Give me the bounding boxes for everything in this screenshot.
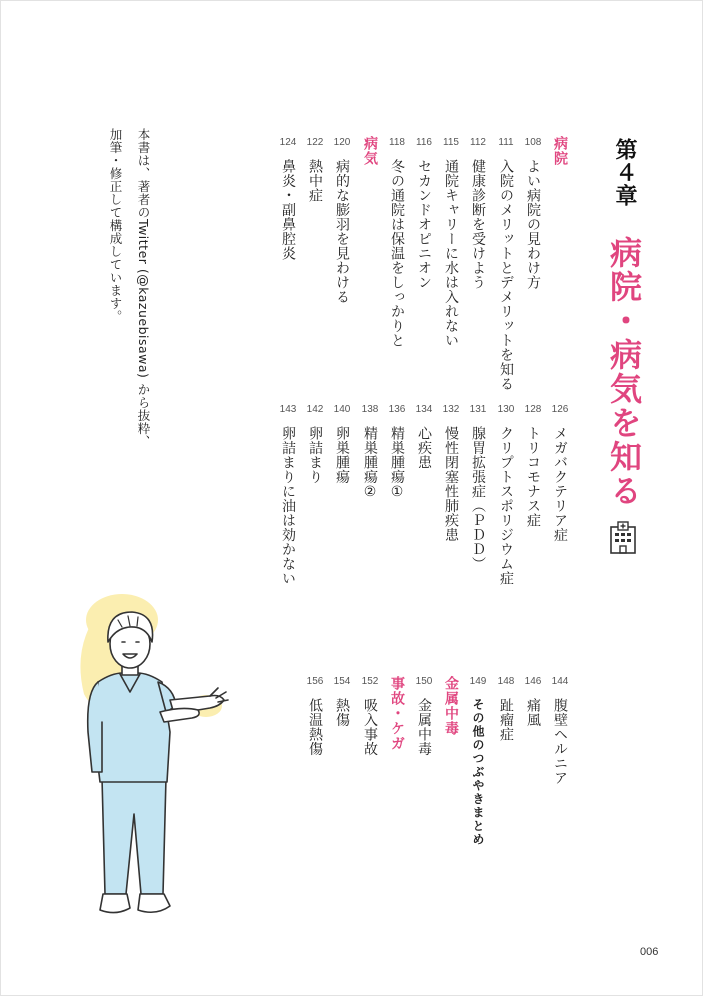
page-number-footer: 006 — [640, 946, 659, 958]
page-number: 148 — [497, 676, 515, 687]
entry-title: 通院キャリーに水は入れない — [443, 159, 459, 348]
page-number: 116 — [416, 137, 432, 148]
section-header-label: 事故・ケガ — [389, 676, 405, 751]
entry-title: 精巣腫瘍① — [389, 426, 405, 501]
entry-title: 鼻炎・副鼻腔炎 — [280, 159, 296, 261]
toc-entry — [439, 404, 463, 542]
entry-title: 入院のメリットとデメリットを知る — [498, 159, 514, 391]
entry-title: 精巣腫瘍② — [362, 426, 378, 501]
toc-entry — [466, 676, 490, 847]
toc-entry — [548, 404, 572, 542]
toc-entry — [276, 137, 300, 261]
toc-entry — [548, 676, 572, 785]
chapter-label: 第４章 — [612, 138, 637, 207]
toc-entry — [494, 676, 518, 742]
page-number: 149 — [469, 676, 487, 687]
page-number: 143 — [279, 404, 297, 415]
page-number: 111 — [498, 137, 514, 148]
toc-entry — [303, 137, 327, 203]
page-number: 118 — [389, 137, 405, 148]
entry-title: 腹壁ヘルニア — [552, 698, 568, 785]
toc-entry — [303, 676, 327, 756]
page-number: 144 — [551, 676, 569, 687]
toc-entry — [412, 404, 436, 470]
note-line-1: 本書は、著者のTwitter (@kazuebisawa) から抜粋、 — [136, 128, 151, 448]
entry-title: 熱傷 — [334, 698, 350, 727]
page-number: 150 — [415, 676, 433, 687]
entry-title: 病的な膨羽を見わける — [334, 159, 350, 304]
toc-entry — [303, 404, 327, 484]
toc-entry — [276, 404, 300, 586]
toc-entry — [385, 404, 409, 501]
entry-title: 慢性閉塞性肺疾患 — [443, 426, 459, 542]
page-number: 126 — [551, 404, 569, 415]
toc-entry — [330, 404, 354, 484]
toc-entry — [330, 137, 354, 304]
page-number: 140 — [333, 404, 351, 415]
page-number: 138 — [361, 404, 379, 415]
vet-illustration — [70, 582, 240, 922]
toc-entry — [466, 404, 490, 571]
section-header-accident — [385, 676, 409, 751]
page-number: 112 — [470, 137, 486, 148]
page-number: 120 — [333, 137, 351, 148]
chapter-title: 病院・病気を知る — [605, 236, 643, 508]
entry-title: よい病院の見わけ方 — [525, 159, 541, 290]
entry-title: 痛風 — [525, 698, 541, 727]
section-header-metal-poisoning — [439, 676, 463, 736]
entry-title: その他のつぶやきまとめ — [471, 698, 485, 847]
page-number: 132 — [442, 404, 460, 415]
page-number: 115 — [443, 137, 459, 148]
toc-entry — [439, 137, 463, 348]
page-number: 128 — [524, 404, 542, 415]
page-number: 154 — [333, 676, 351, 687]
entry-title: 心疾患 — [416, 426, 432, 470]
hospital-icon — [609, 521, 637, 555]
toc-entry — [494, 137, 518, 391]
toc-entry — [521, 404, 545, 528]
note-line-2: 加筆・修正して構成しています。 — [108, 128, 123, 323]
section-header-label: 病院 — [552, 136, 568, 166]
section-header-label: 病気 — [362, 136, 378, 166]
entry-title: 卵巣腫瘍 — [334, 426, 350, 484]
entry-title: クリプトスポリジウム症 — [498, 426, 514, 586]
page-number: 142 — [306, 404, 324, 415]
toc-entry — [330, 676, 354, 727]
entry-title: 趾瘤症 — [498, 698, 514, 742]
section-header-label: 金属中毒 — [443, 676, 459, 736]
toc-entry — [412, 676, 436, 756]
page-number: 130 — [497, 404, 515, 415]
entry-title: 卵詰まりに油は効かない — [280, 426, 296, 586]
page-number: 146 — [524, 676, 542, 687]
entry-title: 吸入事故 — [362, 698, 378, 756]
entry-title: 健康診断を受けよう — [470, 159, 486, 290]
page-number: 122 — [306, 137, 324, 148]
entry-title: メガバクテリア症 — [552, 426, 568, 542]
page-number: 108 — [524, 137, 542, 148]
section-header-illness — [358, 136, 382, 166]
page-number: 124 — [279, 137, 297, 148]
toc-entry — [521, 676, 545, 727]
entry-title: 腺胃拡張症（ＰＤＤ） — [470, 426, 486, 571]
entry-title: 冬の通院は保温をしっかりと — [389, 159, 405, 348]
page-number: 152 — [361, 676, 379, 687]
toc-entry — [358, 404, 382, 501]
section-header-hospital — [548, 136, 572, 166]
toc-entry — [466, 137, 490, 290]
page-number: 131 — [469, 404, 487, 415]
page-number: 156 — [306, 676, 324, 687]
page-number: 134 — [415, 404, 433, 415]
entry-title: 金属中毒 — [416, 698, 432, 756]
entry-title: セカンドオピニオン — [416, 159, 432, 290]
entry-title: トリコモナス症 — [525, 426, 541, 528]
page-number: 136 — [388, 404, 406, 415]
toc-entry — [412, 137, 436, 290]
toc-entry — [494, 404, 518, 586]
toc-entry — [521, 137, 545, 290]
entry-title: 熱中症 — [307, 159, 323, 203]
toc-entry — [358, 676, 382, 756]
toc-entry — [385, 137, 409, 348]
entry-title: 卵詰まり — [307, 426, 323, 484]
entry-title: 低温熱傷 — [307, 698, 323, 756]
